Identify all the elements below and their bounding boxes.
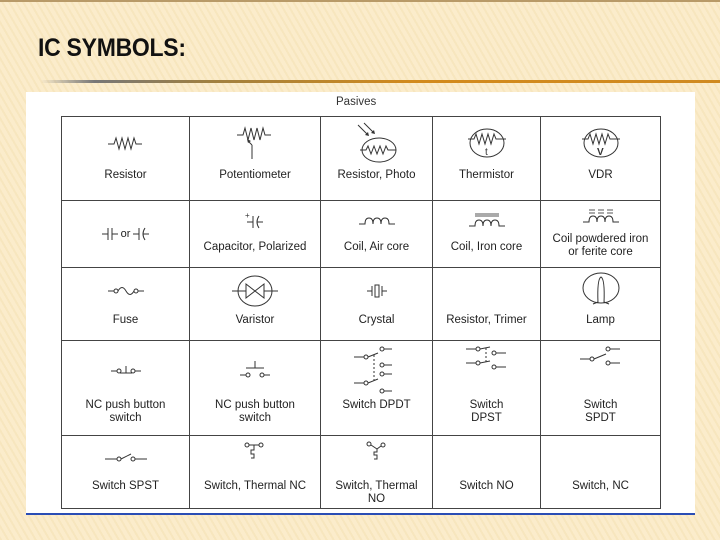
cell-ferrite-core-coil xyxy=(541,201,661,268)
label-line-2: switch xyxy=(239,412,271,424)
cell-capacitor xyxy=(62,201,190,268)
cell-crystal xyxy=(321,268,433,341)
cell-label xyxy=(321,480,432,506)
table-row xyxy=(62,341,661,436)
cell-label: Fuse xyxy=(112,314,139,326)
cell-thermal-switch-nc xyxy=(190,436,321,509)
cell-label xyxy=(190,399,320,425)
cell-label: Lamp xyxy=(586,314,615,326)
symbols-panel xyxy=(26,92,695,515)
cell-label xyxy=(541,399,660,425)
label-line-1: Switch xyxy=(469,399,504,411)
svg-text:+: + xyxy=(245,211,250,220)
empty-symbol xyxy=(433,268,540,314)
label-line-1: Switch xyxy=(583,399,618,411)
cell-label: VDR xyxy=(588,169,613,181)
vdr-icon xyxy=(541,117,660,169)
thermal-switch-no-icon xyxy=(321,436,432,480)
label-line-2: DPST xyxy=(471,412,502,424)
table-row xyxy=(62,201,661,268)
switch-dpdt-icon xyxy=(321,341,432,399)
cell-switch-dpst xyxy=(433,341,541,436)
thermistor-icon xyxy=(433,117,540,169)
photo-resistor-icon xyxy=(321,117,432,169)
cell-label: Crystal xyxy=(358,314,395,326)
empty-symbol xyxy=(433,436,540,480)
cell-switch-no xyxy=(433,436,541,509)
cell-switch-spdt xyxy=(541,341,661,436)
cell-label: Switch DPDT xyxy=(342,399,411,411)
title-underline xyxy=(40,80,720,83)
cell-polarized-capacitor xyxy=(190,201,321,268)
cell-potentiometer xyxy=(190,117,321,201)
cell-switch-spst xyxy=(62,436,190,509)
cell-resistor xyxy=(62,117,190,201)
table-row xyxy=(62,436,661,509)
lamp-icon xyxy=(541,268,660,314)
cell-label xyxy=(62,399,189,425)
cell-fuse xyxy=(62,268,190,341)
label-line-2: NO xyxy=(367,493,386,505)
cell-resistor-trimer xyxy=(433,268,541,341)
panel-bottom-border xyxy=(26,513,695,515)
cell-label: Coil, Air core xyxy=(343,241,410,253)
cell-label: Switch NO xyxy=(459,480,514,492)
cell-switch-nc xyxy=(541,436,661,509)
cell-switch-dpdt xyxy=(321,341,433,436)
or-text: or xyxy=(120,228,131,240)
cell-label: Switch, NC xyxy=(572,480,629,492)
cell-nc-push-button xyxy=(62,341,190,436)
air-core-coil-icon xyxy=(321,201,432,241)
cell-label xyxy=(541,233,660,259)
cell-thermal-switch-no xyxy=(321,436,433,509)
caption-text: Pasives xyxy=(336,96,377,108)
cell-label: Resistor xyxy=(104,169,147,181)
fuse-icon xyxy=(62,268,189,314)
cell-label: Varistor xyxy=(235,314,275,326)
label-line-1: NC push button xyxy=(85,399,166,411)
symbols-table xyxy=(61,116,661,509)
iron-core-coil-icon xyxy=(433,201,540,241)
svg-text:t: t xyxy=(484,147,488,158)
switch-spst-icon xyxy=(62,436,189,480)
slide-title: IC SYMBOLS: xyxy=(38,34,186,62)
cell-label: Capacitor, Polarized xyxy=(203,241,307,253)
capacitor-icon xyxy=(62,226,189,242)
nc-push-button-icon xyxy=(62,341,189,399)
cell-air-core-coil xyxy=(321,201,433,268)
varistor-icon xyxy=(190,268,320,314)
ferrite-core-coil-icon xyxy=(541,201,660,233)
table-row xyxy=(62,268,661,341)
cell-varistor xyxy=(190,268,321,341)
switch-spdt-icon xyxy=(541,341,660,399)
cell-label: Thermistor xyxy=(459,169,514,181)
cell-lamp xyxy=(541,268,661,341)
crystal-icon xyxy=(321,268,432,314)
cell-label: Coil, Iron core xyxy=(450,241,523,253)
svg-text:V: V xyxy=(596,147,604,158)
potentiometer-icon xyxy=(190,117,320,169)
slide-top-border xyxy=(0,0,720,2)
polarized-capacitor-icon xyxy=(190,201,320,241)
switch-dpst-icon xyxy=(433,341,540,399)
label-line-2: SPDT xyxy=(585,412,616,424)
label-line-1: Switch, Thermal xyxy=(335,480,418,492)
empty-symbol xyxy=(541,436,660,480)
cell-photo-resistor xyxy=(321,117,433,201)
push-button-icon xyxy=(190,341,320,399)
label-line-2: switch xyxy=(109,412,142,424)
cell-iron-core-coil xyxy=(433,201,541,268)
cell-label xyxy=(433,399,540,425)
cell-label: Switch SPST xyxy=(91,480,160,492)
cell-vdr xyxy=(541,117,661,201)
cell-label: Potentiometer xyxy=(219,169,291,181)
thermal-switch-nc-icon xyxy=(190,436,320,480)
cell-push-button xyxy=(190,341,321,436)
cell-label: Resistor, Trimer xyxy=(446,314,527,326)
table-row xyxy=(62,117,661,201)
label-line-2: or ferite core xyxy=(568,246,633,258)
resistor-icon xyxy=(62,117,189,169)
cell-label: Switch, Thermal NC xyxy=(203,480,307,492)
cell-label: Resistor, Photo xyxy=(337,169,416,181)
cell-thermistor xyxy=(433,117,541,201)
label-line-1: NC push button xyxy=(215,399,295,411)
label-line-1: Coil powdered iron xyxy=(552,233,649,245)
